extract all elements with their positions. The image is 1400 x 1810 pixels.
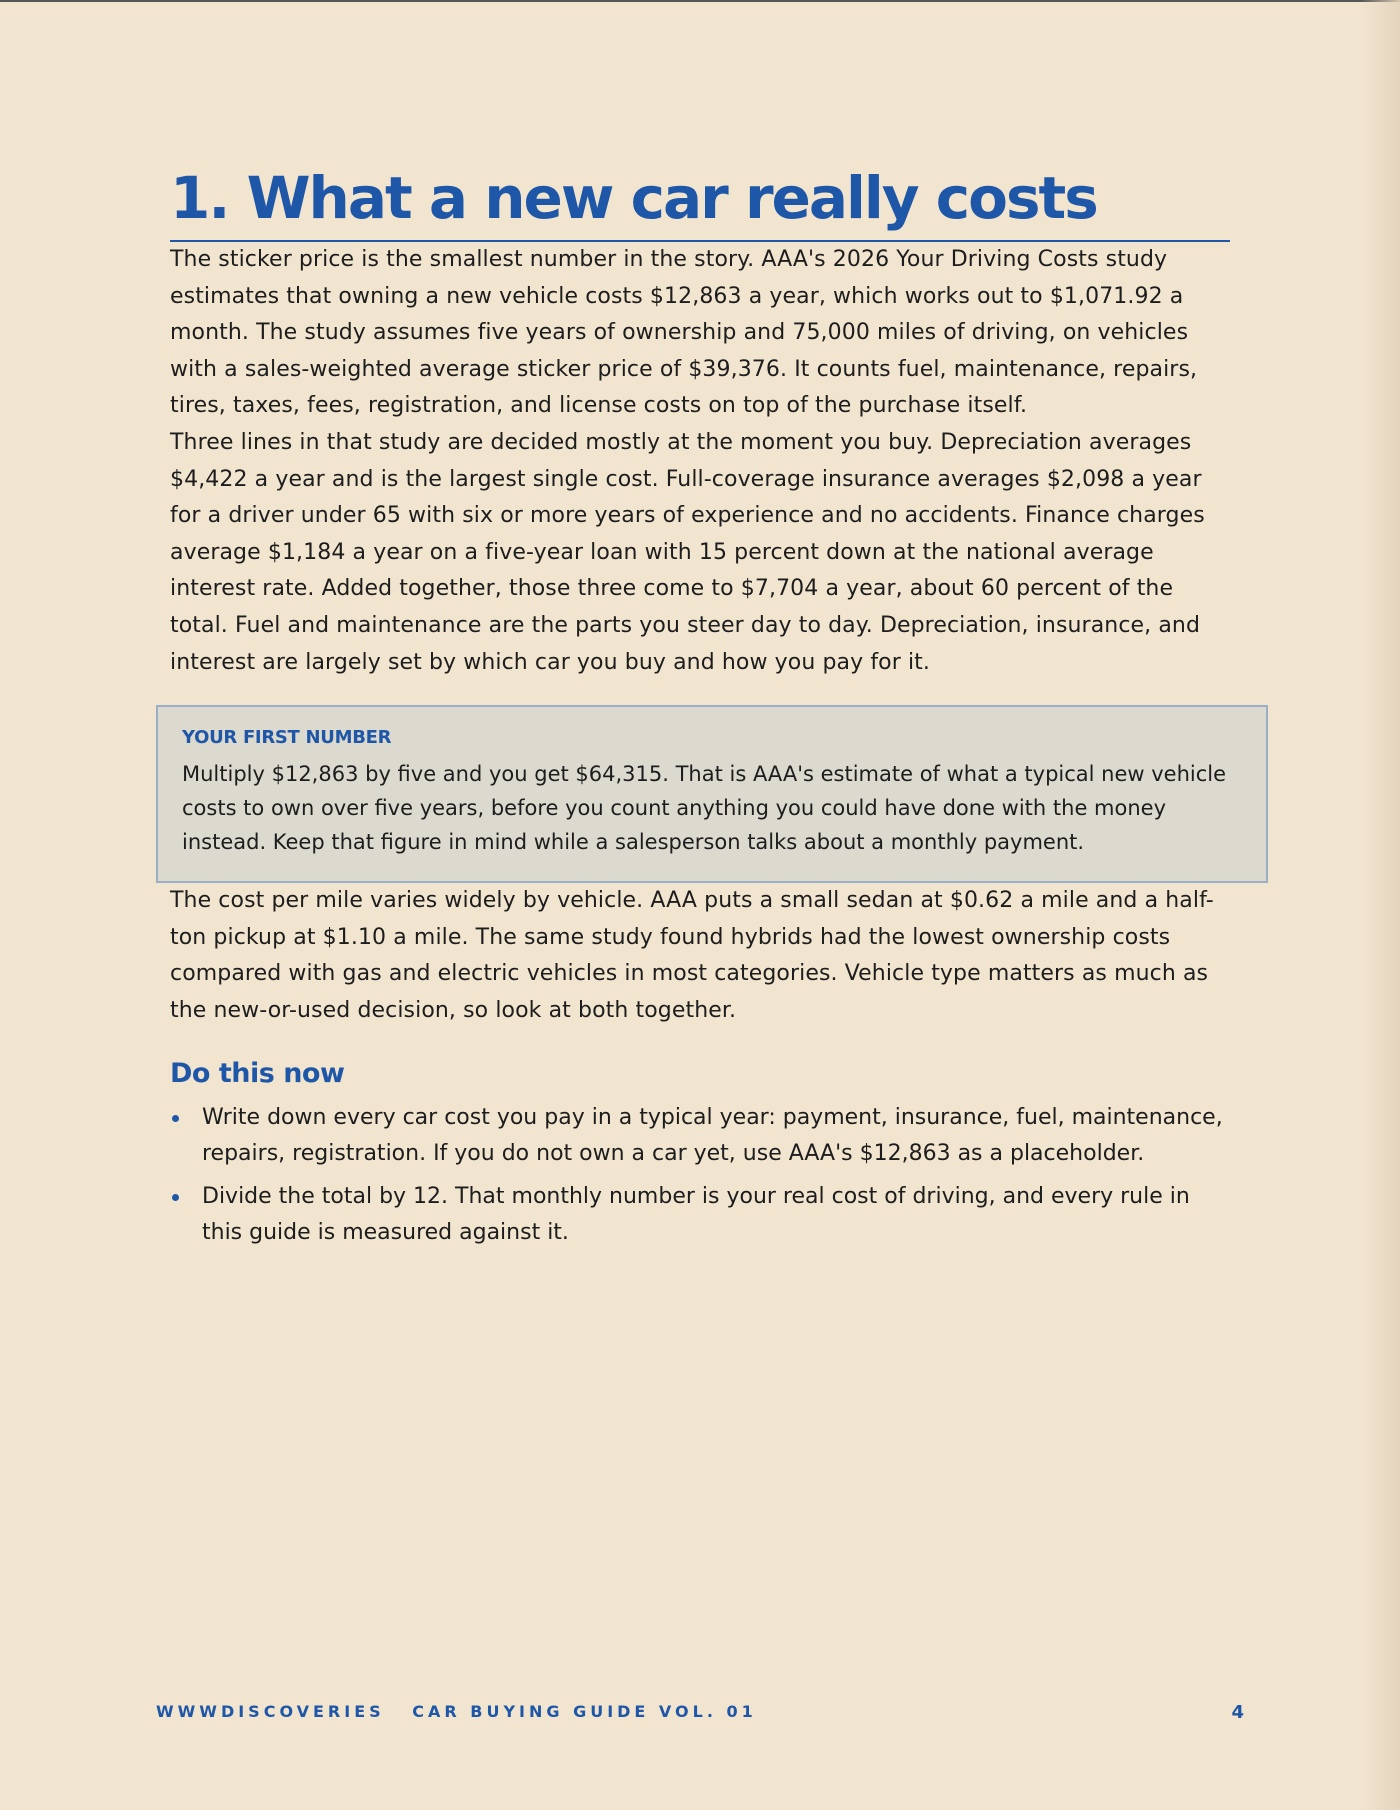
footer-series: CAR BUYING GUIDE VOL. 01 (412, 1702, 757, 1721)
callout-text: Multiply $12,863 by five and you get $64,315. That is AAA's estimate of what a typical new vehicle costs to own over five years, before you count anything you could have done with the money instead. Keep that figure in mind while a salesperson talks about a monthly payment. (182, 762, 1227, 855)
intro-paragraph: The sticker price is the smallest number in the story. AAA's 2026 Your Driving Costs study estimates that owning a new vehicle costs $12,863 a year, which works out to $1,071.92 a month. The study assumes five years of ownership and 75,000 miles of driving, on vehicles with a sales-weighted average sticker price of $39,376. It counts fuel, maintenance, repairs, tires, taxes, fees, registration, and license costs on top of the purchase itself. (170, 247, 1198, 419)
bullet-icon (172, 1194, 179, 1201)
cost-per-mile-paragraph: The cost per mile varies widely by vehicle. AAA puts a small sedan at $0.62 a mile and a half-ton pickup at $1.10 a mile. The same study found hybrids had the lowest ownership costs compared with gas and electric vehicles in most categories. Vehicle type matters as much as the new-or-used decision, so look at both together. (170, 888, 1214, 1023)
first-number-callout (156, 705, 1268, 883)
page-number: 4 (1231, 1702, 1244, 1723)
footer-brand: WWWDISCOVERIES (156, 1702, 385, 1721)
list-item-text: Write down every car cost you pay in a typical year: payment, insurance, fuel, maintenance, repairs, registration. If you do not own a car yet, use AAA's $12,863 as a placeholder. (202, 1104, 1223, 1167)
page-edge-shadow (1360, 0, 1400, 1810)
page-content (170, 160, 1230, 1258)
action-list (170, 1100, 1230, 1252)
page-footer (156, 1702, 1244, 1721)
cost-breakdown-paragraph: Three lines in that study are decided mostly at the moment you buy. Depreciation averages $4,422 a year and is the largest single cost. Full-coverage insurance averages $2,098 a year for a driver under 65 with six or more years of experience and no accidents. Finance charges average $1,184 a year on a five-year loan with 15 percent down at the national average interest rate. Added together, those three come to $7,704 a year, about 60 percent of the total. Fuel and maintenance are the parts you steer day to day. Depreciation, insurance, and interest are largely set by which car you buy and how you pay for it. (170, 429, 1205, 675)
list-item-text: Divide the total by 12. That monthly number is your real cost of driving, and every rule in this guide is measured against it. (202, 1183, 1190, 1246)
action-heading: Do this now (170, 1057, 345, 1089)
list-item (170, 1179, 1230, 1252)
bullet-icon (172, 1115, 179, 1122)
page-top-rule (0, 0, 1400, 2)
page-title: 1. What a new car really costs (170, 160, 1230, 242)
list-item (170, 1100, 1230, 1173)
callout-label: YOUR FIRST NUMBER (182, 727, 392, 749)
